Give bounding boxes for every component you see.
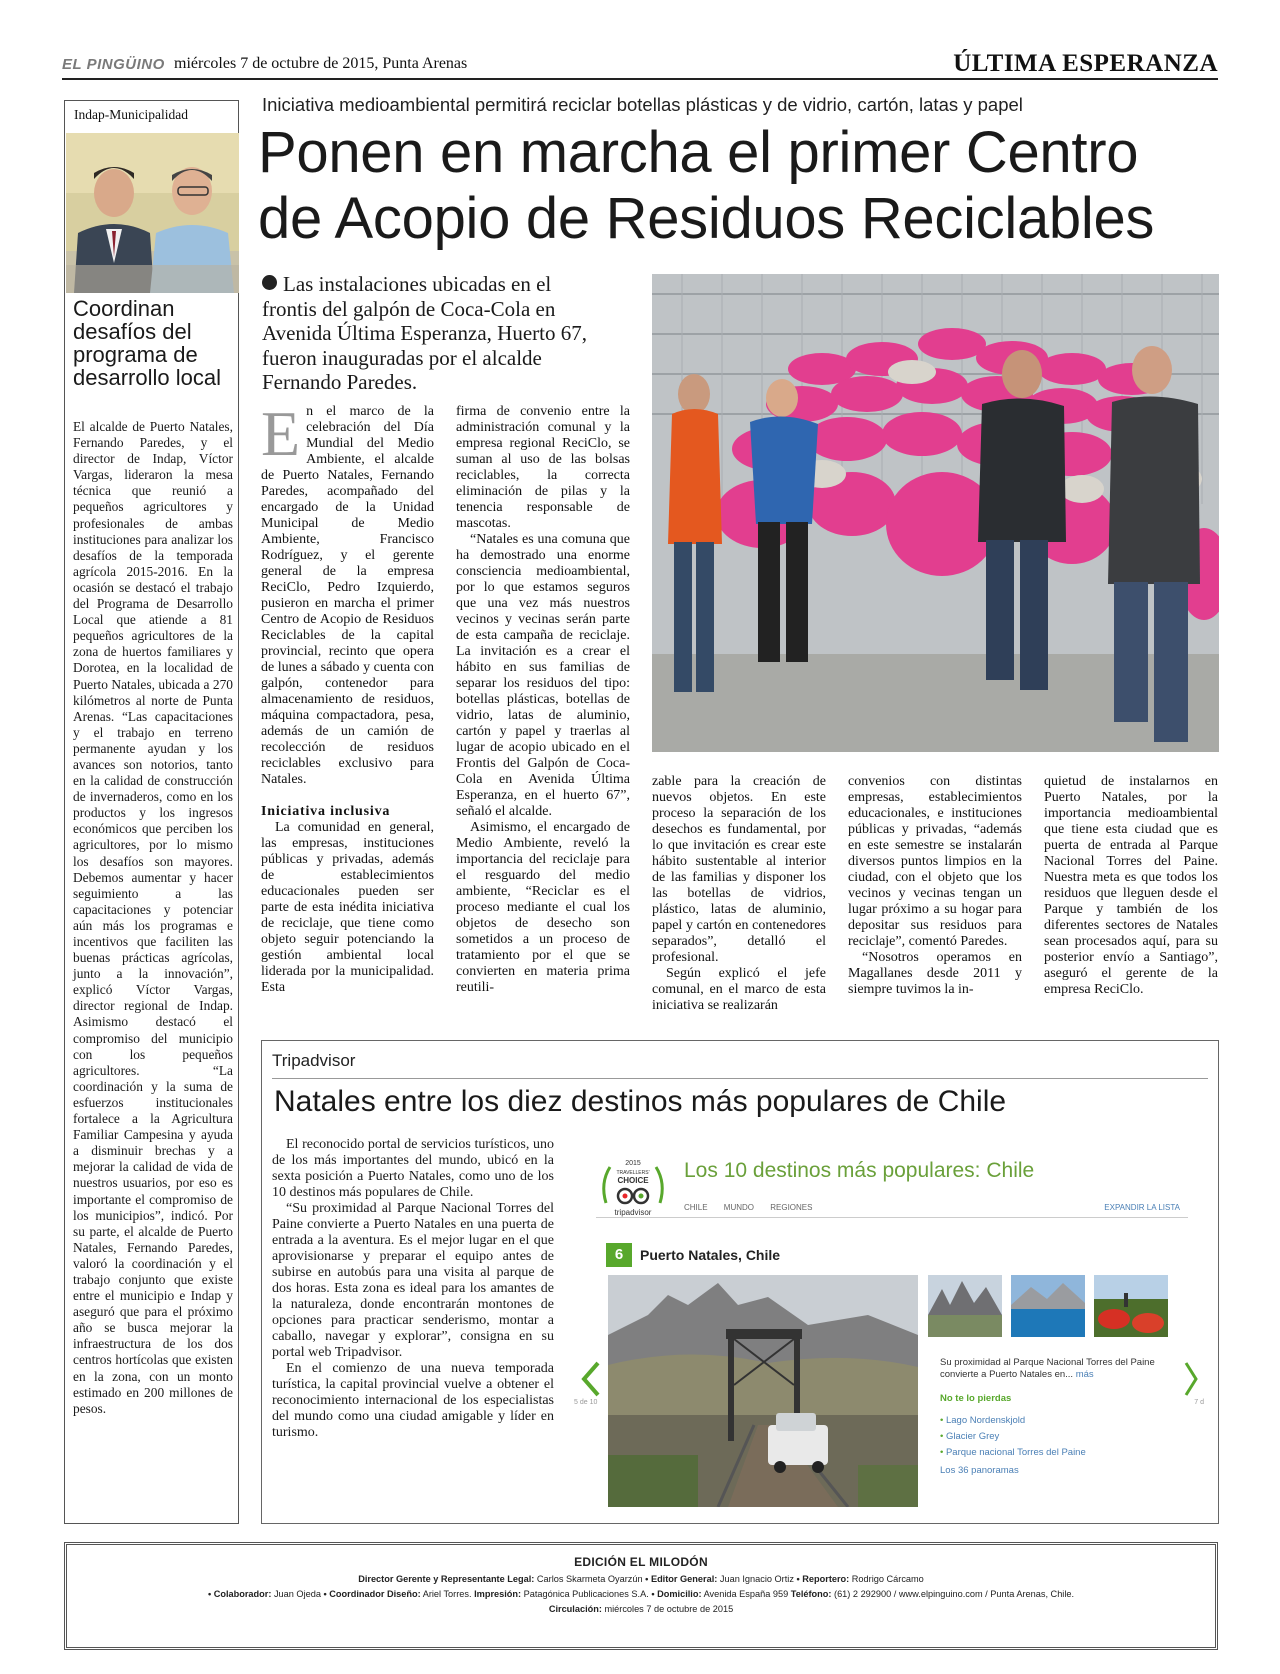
chevron-right-icon[interactable] bbox=[1184, 1359, 1198, 1399]
tripadvisor-paragraph: “Su proximidad al Parque Nacional Torres del Paine convierte a Puerto Natales en una puerta de entrada a la aventura. Es el mejor lugar en el que aprovisionarse y preparar el equipo antes de subirse en autobús para una visita al parque de dos horas. Esta zona es ideal para los amantes de la naturaleza, donde encontrarán montones de opciones para practicar senderismo, montar a caballo, navegar y explorar”, consigna en su portal web Tripadvisor. bbox=[272, 1201, 554, 1360]
footer-line-3 bbox=[67, 1602, 1215, 1617]
bridge-photo bbox=[608, 1275, 918, 1507]
article-kicker: Iniciativa medioambiental permitirá reciclar botellas plásticas y de vidrio, cartón, latas y papel bbox=[262, 94, 1023, 115]
article-column-1 bbox=[261, 398, 434, 996]
article-paragraph: Según explicó el jefe comunal, en el marco de esta iniciativa se realizarán bbox=[652, 966, 826, 1013]
bullet-icon bbox=[262, 275, 277, 290]
sidebar-title: Coordinan desafíos del programa de desarrollo local bbox=[73, 296, 221, 390]
sidebar-body: El alcalde de Puerto Natales, Fernando Paredes, y el director de Indap, Víctor Vargas, lideraron la mesa técnica que reunió a pequeños agricultores y profesionales de ambas instituciones para analizar los desafíos de la temporada agrícola 2015-2016. En la ocasión se destacó el trabajo del Programa de Desarrollo Local que atiende a 81 pequeños agricultores de la zona de huertos familiares y Dorotea, en la localidad de Puerto Natales, ubicada a 270 kilómetros al norte de Punta Arenas. “Las capacitaciones y el trabajo en terreno permanente ayudan y los avances son notorios, tanto en la calidad de construcción de invernaderos, como en los productos y los ingresos económicos que perciben los agricultores, por lo mismo los desafíos son mayores. Debemos aumentar y hacer seguimiento a las capacitaciones y potenciar aún más los programas e incentivos que faciliten las buenas prácticas agrícolas, junto a la innovación”, explicó Víctor Vargas, director regional de Indap. Asimismo destacó el compromiso del municipio con los pequeños agricultores. “La coordinación y la suma de esfuerzos institucionales fortalece a la Agricultura Familiar Campesina y ayuda a disminuir brechas y a mejorar la calidad de vida de nuestros usuarios, por eso es importante el compromiso de los municipios”, indicó. Por su parte, el alcalde de Puerto Natales, Fernando Paredes, valoró la coordinación y el trabajo conjunto que existe entre el municipio e Indap y aseguró que para el próximo año se busca mejorar la infraestructura de los dos centros hortícolas que existen en la zona, con un monto estimado en 200 millones de pesos. bbox=[73, 419, 233, 1416]
place-description bbox=[940, 1357, 1180, 1381]
article-paragraph: quietud de instalarnos en Puerto Natales, por la importancia medioambiental que tiene esta ciudad que es puerta de entrada al Parque Nacional Torres del Paine. Nuestra meta es que todos los residuos que lleguen desde el Parque y también de los diferentes sectores de Natales sean procesados aquí, para su posterior envío a Santiago”, aseguró el gerente de la empresa ReciClo. bbox=[1044, 774, 1218, 997]
article-column-5 bbox=[1044, 774, 1218, 998]
footer-label: • Colaborador: bbox=[207, 1589, 272, 1599]
article-paragraph: “Nosotros operamos en Magallanes desde 2011 y siempre tuvimos la in- bbox=[848, 950, 1022, 997]
masthead bbox=[62, 50, 1218, 78]
dont-miss-heading: No te lo pierdas bbox=[940, 1393, 1012, 1404]
logo-choice: CHOICE bbox=[617, 1176, 649, 1185]
place-description-text: Su proximidad al Parque Nacional Torres del Paine convierte a Puerto Natales en... bbox=[940, 1357, 1155, 1380]
sidebar-photo bbox=[66, 133, 239, 293]
footer-label: Impresión: bbox=[474, 1589, 522, 1599]
article-lead bbox=[262, 272, 607, 395]
expand-list-link[interactable]: EXPANDIR LA LISTA bbox=[1104, 1203, 1180, 1212]
footer-value: Patagónica Publicaciones S.A. bbox=[523, 1589, 649, 1599]
more-link[interactable]: más bbox=[1075, 1369, 1094, 1380]
footer-line-1 bbox=[67, 1572, 1215, 1587]
footer-value: Avenida España 959 bbox=[703, 1589, 789, 1599]
lead-text: Las instalaciones ubicadas en el frontis del galpón de Coca-Cola en Avenida Última Esperanza, Huerto 67, fueron inauguradas por el alcalde Fernando Paredes. bbox=[262, 272, 587, 394]
footer-label: Circulación: bbox=[548, 1604, 602, 1614]
footer-label: • Reportero: bbox=[796, 1574, 850, 1584]
article-headline bbox=[258, 120, 1218, 252]
tab-mundo[interactable]: MUNDO bbox=[723, 1203, 755, 1212]
tripadvisor-paragraph: El reconocido portal de servicios turísticos, uno de los más importantes del mundo, ubicó en la sexta posición a Puerto Natales, como uno de los 10 destinos más populares de Chile. bbox=[272, 1137, 554, 1200]
lake-thumbnail-image bbox=[1011, 1275, 1085, 1337]
flowers-thumbnail-image bbox=[1094, 1275, 1168, 1337]
tab-divider bbox=[596, 1217, 1188, 1218]
tab-chile[interactable]: CHILE bbox=[684, 1203, 708, 1212]
article-column-4 bbox=[848, 774, 1022, 998]
footer-value: Ariel Torres. bbox=[422, 1589, 472, 1599]
recycling-center-photo-image bbox=[652, 274, 1219, 752]
logo-brand: tripadvisor bbox=[614, 1208, 652, 1217]
article-subhead: Iniciativa inclusiva bbox=[261, 804, 391, 819]
tripadvisor-paragraph: En el comienzo de una nueva temporada turística, la capital provincial vuelve a obtener el reconocimiento internacional de los especialistas del mundo como una ciudad amigable y líder en turismo. bbox=[272, 1361, 554, 1440]
article-paragraph: zable para la creación de nuevos objetos. En este proceso la separación de los desechos es fundamental, por lo que invitación es crear este hábito sustentable al interior de las familias y disponer los las botellas de vidrios, plástico, latas de aluminio, papel y cartón en contenedores separados”, detalló el profesional. bbox=[652, 774, 826, 965]
footer-value: Rodrigo Cárcamo bbox=[851, 1574, 924, 1584]
sidebar-kicker: Indap-Municipalidad bbox=[74, 107, 188, 122]
newspaper-name: EL PINGÜINO bbox=[62, 56, 165, 73]
section-name: ÚLTIMA ESPERANZA bbox=[953, 50, 1218, 77]
footer-label: • Coordinador Diseño: bbox=[323, 1589, 421, 1599]
footer-label: • Domicilio: bbox=[651, 1589, 702, 1599]
footer-label: Director Gerente y Representante Legal: bbox=[358, 1574, 535, 1584]
footer-value: (61) 2 292900 / www.elpinguino.com / Punta Arenas, Chile. bbox=[834, 1589, 1075, 1599]
rank-badge: 6 bbox=[606, 1243, 632, 1267]
page-indicator-right: 7 d bbox=[1194, 1399, 1204, 1406]
tab-regiones[interactable]: REGIONES bbox=[770, 1203, 813, 1212]
tripadvisor-title: Natales entre los diez destinos más populares de Chile bbox=[274, 1085, 1007, 1118]
thumbnail-1[interactable] bbox=[928, 1275, 1002, 1337]
thumbnail-2[interactable] bbox=[1011, 1275, 1085, 1337]
article-paragraph: La comunidad en general, las empresas, instituciones públicas y privadas, además de establecimientos educacionales pueden ser parte de esta inédita iniciativa de reciclaje, que tiene como objeto seguir potenciando la gestión ambiental local liderada por la municipalidad. Esta bbox=[261, 820, 434, 995]
meeting-photo-image bbox=[66, 133, 239, 293]
headline-line-2: de Acopio de Residuos Reciclables bbox=[258, 186, 1155, 251]
thumbnail-3[interactable] bbox=[1094, 1275, 1168, 1337]
logo-line: TRAVELLERS' bbox=[616, 1170, 650, 1176]
footer-line-2 bbox=[67, 1587, 1215, 1602]
tripadvisor-kicker: Tripadvisor bbox=[272, 1051, 356, 1070]
article-paragraph: n el marco de la celebración del Día Mundial del Medio Ambiente, el alcalde de Puerto Natales, Fernando Paredes, acompañado del encargado de la Unidad Municipal de Medio Ambiente, Francisco Rodríguez, y el gerente general de la empresa ReciClo, Pedro Izquierdo, pusieron en marcha el primer Centro de Acopio de Residuos Reciclables de la capital provincial, recinto que opera de lunes a sábado y cuenta con galpón, contenedor para almacenamiento de residuos, máquina compactadora, pesa, además de un camión de recolección de residuos reciclables exclusivo para Natales. bbox=[261, 404, 434, 787]
footer-label: Teléfono: bbox=[790, 1589, 832, 1599]
tripadvisor-body bbox=[272, 1137, 554, 1441]
article-paragraph: Asimismo, el encargado de Medio Ambiente, reveló la importancia del reciclaje para el resguardo del medio ambiente, “Reciclar es el proceso mediante el cual los objetos de desecho son sometidos a un proceso de tratamiento por el que se convierten en materia prima reutili- bbox=[456, 820, 630, 995]
footer-value: Carlos Skarmeta Oyarzún bbox=[536, 1574, 643, 1584]
chevron-left-icon[interactable] bbox=[580, 1359, 602, 1399]
article-paragraph: convenios con distintas empresas, establecimientos educacionales, e instituciones públicas y privadas, “además en este semestre se instalarán diversos puntos limpios en la ciudad, con el objeto que los vecinos y vecinas tengan un lugar próximo a su hogar para depositar sus residuos para reciclaje”, comentó Paredes. bbox=[848, 774, 1022, 949]
article-paragraph: “Natales es una comuna que ha demostrado una enorme consciencia medioambiental, por lo que estamos seguros que una vez más nuestros vecinos y vecinas serán parte de esta campaña de reciclaje. La invitación es a crear el hábito en sus familias de separar los residuos del tipo: botellas plásticas, botellas de vidrio, latas de aluminio, cartón y papel y traerlas al lugar de acopio ubicado en el Frontis del Galpón de Coca-Cola en Avenida Última Esperanza, en el huerto 67”, señaló el alcalde. bbox=[456, 532, 630, 819]
sidebar-story bbox=[64, 100, 239, 1524]
travellers-choice-logo-icon bbox=[596, 1153, 670, 1227]
footer-value: miércoles 7 de octubre de 2015 bbox=[604, 1604, 734, 1614]
attractions-list bbox=[940, 1413, 1086, 1461]
footer-credits bbox=[64, 1542, 1218, 1650]
tripadvisor-box bbox=[261, 1040, 1219, 1524]
article-column-3 bbox=[652, 774, 826, 1014]
attraction-link[interactable]: • Lago Nordenskjold bbox=[940, 1413, 1086, 1429]
tripadvisor-screenshot bbox=[574, 1137, 1204, 1507]
footer-content bbox=[67, 1555, 1215, 1617]
screenshot-tabs bbox=[684, 1203, 826, 1212]
tripadvisor-rule bbox=[272, 1078, 1208, 1079]
thumbnail-strip bbox=[928, 1275, 1168, 1337]
page-indicator-left: 5 de 10 bbox=[574, 1399, 598, 1406]
attraction-link[interactable]: • Parque nacional Torres del Paine bbox=[940, 1445, 1086, 1461]
dropcap: E bbox=[261, 398, 301, 469]
mountain-thumbnail-image bbox=[928, 1275, 1002, 1337]
footer-value: Juan Ojeda bbox=[273, 1589, 321, 1599]
main-photo bbox=[652, 274, 1219, 752]
dateline: miércoles 7 de octubre de 2015, Punta Arenas bbox=[174, 55, 468, 72]
headline-line-1: Ponen en marcha el primer Centro bbox=[258, 120, 1139, 185]
header-rule bbox=[62, 78, 1218, 80]
footer-title: EDICIÓN EL MILODÓN bbox=[574, 1555, 708, 1569]
panoramas-link[interactable]: Los 36 panoramas bbox=[940, 1465, 1019, 1476]
place-name[interactable]: Puerto Natales, Chile bbox=[640, 1247, 781, 1263]
bridge-truck-image bbox=[608, 1275, 918, 1507]
footer-value: Juan Ignacio Ortiz bbox=[719, 1574, 794, 1584]
article-paragraph: firma de convenio entre la administración comunal y la empresa regional ReciClo, se suman al uso de las bolsas reciclables, la correcta eliminación de pilas y la tenencia responsable de mascotas. bbox=[456, 404, 630, 531]
footer-label: • Editor General: bbox=[645, 1574, 718, 1584]
screenshot-heading: Los 10 destinos más populares: Chile bbox=[684, 1159, 1035, 1182]
attraction-link[interactable]: • Glacier Grey bbox=[940, 1429, 1086, 1445]
article-column-2 bbox=[456, 404, 630, 996]
logo-year: 2015 bbox=[625, 1160, 641, 1167]
